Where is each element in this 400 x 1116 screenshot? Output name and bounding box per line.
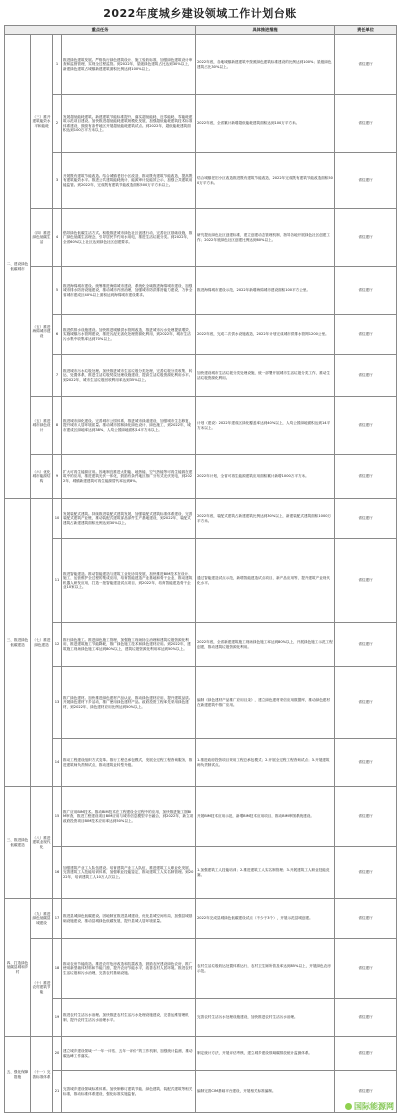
table-row <box>5 787 397 847</box>
page-title: 2022年度城乡建设领域工作计划台账 <box>103 7 297 20</box>
responsible-unit-cell: 省住建厅 <box>335 153 397 209</box>
responsible-unit-cell: 省住建厅 <box>335 355 397 397</box>
task-cell: 推进智能建造。推动智能建造与建筑工业化协同发展，加快推进BIM技术在设计、施工、运营维护全过程的集成应用，培育智能建造产业基地和骨干企业，推动建筑机器人研发应用，打造一批智能建造试点项目，到2022年，培育智能建造骨干企业10家以上。 <box>62 539 196 623</box>
category-cell: 四、打造绿色低碳县城和乡村 <box>5 899 31 1037</box>
number-cell: 4 <box>53 209 62 267</box>
measures-cell: 开展BIM技术应用示范，新增BIM技术应用项目，推动BIM审图系统建设。 <box>196 787 335 847</box>
task-cell: 推行绿色施工。推进绿色施工管理，加强施工现场扬尘治理和建筑垃圾资源化利用，推进建筑施工节能降耗，推广绿色施工技术和绿色建材应用。到2022年，建筑施工现场绿色施工率达到80%以上，建筑垃圾资源化利用率达到50%以上。 <box>62 623 196 667</box>
measures-cell: 2022年计划，全省可再生能源建筑应用面积累计新增1000万平方米。 <box>196 455 335 499</box>
number-cell: 18 <box>53 939 62 999</box>
task-cell: 推进绿色建筑发展。严格执行绿色建筑设计、施工验收标准，加强绿色建筑设计审查和监督管理，实现全过程监管。到2022年，星级绿色建筑占比达到30%以上，新建绿色建筑占城镇新建建筑面积比例达到100%以上。 <box>62 35 196 95</box>
watermark-text: 国际能源网 <box>354 1102 394 1111</box>
responsible-unit-cell: 省住建厅 <box>335 95 397 153</box>
number-cell: 13 <box>53 667 62 739</box>
table-row <box>5 667 397 739</box>
number-cell: 16 <box>53 847 62 899</box>
responsible-unit-cell: 省住建厅 <box>335 499 397 539</box>
number-cell: 2 <box>53 95 62 153</box>
task-cell: 扩大可再生能源应用。因地制宜推进太阳能、地热能、空气热能等可再生能源在建筑中的应用，推进建筑光伏一体化，鼓励有条件地区推广分布式光伏发电，到2022年，城镇新建建筑可再生能源替代率达到8%。 <box>62 455 196 499</box>
subcategory-cell: （十一）完善标准体系 <box>31 1037 53 1113</box>
task-cell: 开展既有建筑节能改造。结合城镇老旧小区改造，推动既有建筑节能改造，提高既有建筑能效水平。推进公共建筑能耗统计、能源审计及能效公示，加强公共建筑用能监管。到2022年，完成既有建筑节能改造面积500万平方米以上。 <box>62 153 196 209</box>
subcategory-cell: （八）推进建筑业现代化 <box>31 787 53 899</box>
responsible-unit-cell: 省住建厅 <box>335 787 397 847</box>
number-cell: 9 <box>53 455 62 499</box>
responsible-unit-cell: 省住建厅 <box>335 315 397 355</box>
table-row <box>5 623 397 667</box>
number-cell: 14 <box>53 739 62 787</box>
responsible-unit-cell: 省住建厅 <box>335 899 397 939</box>
table-row <box>5 847 397 899</box>
measures-cell: 推进海绵城市建设示范，2022年新增海绵城市建设面积100平方公里。 <box>196 267 335 315</box>
task-cell: 加强建筑产业工人队伍建设。培育建筑产业工人队伍，推进建筑工人职业化发展，完善建筑工人技能培训体系，加强职业技能鉴定，推动建筑工人实名制管理。到2022年，培训建筑工人10万人次以上。 <box>62 847 196 899</box>
subcategory-cell: （三）推开建筑能效水平和能耗 <box>31 35 53 209</box>
responsible-unit-cell: 省住建厅 <box>335 939 397 999</box>
table-row <box>5 209 397 267</box>
table-row <box>5 153 397 209</box>
table-row <box>5 95 397 153</box>
table-header-row <box>5 26 397 35</box>
table-row <box>5 999 397 1037</box>
table-row <box>5 315 397 355</box>
responsible-unit-cell: 省住建厅 <box>335 209 397 267</box>
number-cell: 5 <box>53 267 62 315</box>
measures-cell: 2022年底，全省累计新增超低能耗建筑面积达到100万平方米。 <box>196 95 335 153</box>
task-cell: 推进城市污水垃圾处理。加快推进城市生活垃圾分类处理，完善垃圾分类收集、转运、处置体系，推进生活垃圾焚烧处理设施建设，提高生活垃圾资源化利用水平。到2022年，城市生活垃圾回收利用率达到35%以上。 <box>62 355 196 397</box>
table-row <box>5 739 397 787</box>
measures-cell: 通过智能建造试点示范，新增智能建造试点项目，新产品应用等，提升建筑产业现代化水平。 <box>196 539 335 623</box>
table-row <box>5 267 397 315</box>
subcategory-cell: （四）推进绿色低碳生活 <box>31 209 53 267</box>
measures-cell: 1.加强建筑工人技能培训；2.推进建筑工人实名制管理；3.开展建筑工人职业技能竞赛。 <box>196 847 335 899</box>
task-cell: 倡导绿色低碳生活方式。积极推进城市绿色社区创建行动，完善社区基础设施，推广绿色低碳生活理念，引导居民节约用水用电，推进生活垃圾分类。到2022年，全省60%以上社区达到绿色社区创建要求。 <box>62 209 196 267</box>
work-plan-table <box>4 25 397 1113</box>
number-cell: 21 <box>53 1071 62 1113</box>
measures-cell: 2022年完成县城绿色低碳建设试点（不少于3个），开展示范县城创建。 <box>196 899 335 939</box>
task-cell: 推动工程建设组织方式变革。推行工程总承包模式，发展全过程工程咨询服务，推进建筑师负责制试点，推动建筑业转型升级。 <box>62 739 196 787</box>
measures-cell: 计划（建设）2022年建成区绿化覆盖率达到40%以上，人均公园绿地面积达到14平方米以上。 <box>196 397 335 455</box>
measures-cell: 1.推进政府投资项目采用工程总承包模式；2.开展全过程工程咨询试点；3.开展建筑师负责制试点。 <box>196 739 335 787</box>
header-key-task: 重点任务 <box>5 26 196 35</box>
task-cell: 推广绿色建材。加快推进绿色建材产品认证，推动绿色建材应用，提升建筑品质。开展绿色建材下乡活动，推广使用绿色建材产品。政府投资工程率先采用绿色建材，到2022年，绿色建材应用比例达到50%以上。 <box>62 667 196 739</box>
subcategory-cell: （七）推进绿色建造 <box>31 499 53 787</box>
task-cell: 推广应用BIM技术。推动BIM技术在工程建设全过程中的应用，加快推进施工图BIM审查，推进工程建设项目BIM应用与城市信息模型平台融合，到2022年，新立项政府投资项目BIM技术应用率达到50%以上。 <box>62 787 196 847</box>
leaf-icon <box>345 1103 352 1110</box>
measures-cell: 编制完善CIM基础平台建设，开展相关标准编制。 <box>196 1071 335 1113</box>
table-row <box>5 1037 397 1071</box>
subcategory-cell: （九）推进绿色低碳县城建设 <box>31 899 53 939</box>
task-cell: 推进城市绿化建设。完善城市公园体系，推进城市绿道建设，加强城市生态修复，提升城市人居环境质量。推动城市园林绿化绿色设计、绿色施工，到2022年，城市建成区绿地率达到38%，人均公园绿地面积14平方米以上。 <box>62 397 196 455</box>
task-cell: 建立城乡建设领域一“一年一评估、五年一评价”的工作机制，加强统计监测，推动碳达峰工作落实。 <box>62 1037 196 1071</box>
measures-cell: 制定统计方法，开展评估考核，建立城乡建设领域碳排放统计监测体系。 <box>196 1037 335 1071</box>
responsible-unit-cell: 省住建厅 <box>335 267 397 315</box>
task-cell: 推进海绵城市建设。统筹推进海绵城市建设，系统化全域推进海绵城市建设，加强城市排水防涝设施建设，推动城市内涝治理，加强城市防洪排涝能力建设，力争全省城市建成区40%以上面积达到海绵城市建设要求。 <box>62 267 196 315</box>
task-cell: 发展超低能耗建筑。新建建筑节能标准提升，落实超低能耗、近零能耗、零能耗建筑示范项目建设。加快推进超低能耗建筑规模化发展，加强超低能耗建筑技术标准体系建设，鼓励有条件地区开展超低能耗建筑试点。到2022年，超低能耗建筑面积达到100万平方米以上。 <box>62 95 196 153</box>
responsible-unit-cell: 省住建厅 <box>335 847 397 899</box>
responsible-unit-cell: 省住建厅 <box>335 539 397 623</box>
subcategory-cell: （五）推进城市绿色设计 <box>31 397 53 455</box>
number-cell: 10 <box>53 499 62 539</box>
measures-cell: 编制《绿色建材产品推广应用目录》，建立绿色建材采信应用数据库，推动绿色建材在新建建筑中推广应用。 <box>196 667 335 739</box>
responsible-unit-cell: 省住建厅 <box>335 1071 397 1113</box>
measures-cell: 结合城镇老旧小区改造推进既有建筑节能改造，2022年完成既有建筑节能改造面积500万平方米。 <box>196 153 335 209</box>
table-row <box>5 397 397 455</box>
category-cell: 二、建设绿色低碳城市 <box>5 35 31 499</box>
responsible-unit-cell: 省住建厅 <box>335 455 397 499</box>
subcategory-cell: （六）优化城市能源结构 <box>31 455 53 499</box>
responsible-unit-cell: 省住建厅 <box>335 667 397 739</box>
measures-cell: 2022年底，各地城镇新建建筑中按照绿色建筑标准建设的比例达到100%；星级绿色建筑占比30%以上。 <box>196 35 335 95</box>
measures-cell: 农村生活垃圾收运处置体系运行，农村卫生厕所普及率达到85%以上，开展绿色农房示范。 <box>196 939 335 999</box>
measures-cell: 完善农村生活污水处理设施建设，加快推进农村生活污水治理。 <box>196 999 335 1037</box>
number-cell: 19 <box>53 999 62 1037</box>
number-cell: 6 <box>53 315 62 355</box>
responsible-unit-cell: 省住建厅 <box>335 1037 397 1071</box>
task-cell: 完善城乡建设领域标准体系。加快制修订建筑节能、绿色建筑、装配式建筑等相关标准，推动标准体系建设，强化标准实施监督。 <box>62 1071 196 1113</box>
task-cell: 推进农村生活污水治理。加快推进农村生活污水处理设施建设，完善运维管理机制，提升农村生活污水治理水平。 <box>62 999 196 1037</box>
table-row <box>5 455 397 499</box>
number-cell: 8 <box>53 397 62 455</box>
category-cell: 三、推进绿色低碳建造 <box>5 499 31 787</box>
header-responsible-unit: 责任单位 <box>335 26 397 35</box>
number-cell: 1 <box>53 35 62 95</box>
responsible-unit-cell: 省住建厅 <box>335 739 397 787</box>
responsible-unit-cell: 省住建厅 <box>335 623 397 667</box>
task-cell: 推动农房节能改造。推进农村危房改造和抗震改造，鼓励农民建设绿色农房，推广使用新型墙体材料和节能门窗，提升农房节能水平，改善农村人居环境。推进农村生活垃圾和污水治理，完善农村基础设施。 <box>62 939 196 999</box>
subcategory-cell: （五）推进海绵城市建设 <box>31 267 53 397</box>
category-cell: 五、强化保障措施 <box>5 1037 31 1113</box>
number-cell: 17 <box>53 899 62 939</box>
task-cell: 推进县城绿色低碳建设。因地制宜推进县城建设，优化县城空间布局，加强县城基础设施建设，推动县城绿色低碳发展，提升县城人居环境质量。 <box>62 899 196 939</box>
measures-cell: 2022年底，全省新建建筑施工现场绿色施工率达到80%以上，开展绿色施工示范工程创建，推动建筑垃圾资源化利用。 <box>196 623 335 667</box>
responsible-unit-cell: 省住建厅 <box>335 35 397 95</box>
header-measures: 具体推进措施 <box>196 26 335 35</box>
task-cell: 发展装配式建筑。持续推进装配式建筑发展，加强装配式建筑标准体系建设，完善装配式建筑产业链，推动装配式建筑部品部件生产基地建设，到2022年，装配式建筑占新建建筑面积比例达到30%以上。 <box>62 499 196 539</box>
table-row <box>5 1071 397 1113</box>
table-row <box>5 499 397 539</box>
responsible-unit-cell: 省住建厅 <box>335 999 397 1037</box>
measures-cell: 加快建设城市生活垃圾分类处理设施，统一部署开展城市生活垃圾分类工作，推动生活垃圾资源化利用。 <box>196 355 335 397</box>
table-row <box>5 899 397 939</box>
number-cell: 11 <box>53 539 62 623</box>
number-cell: 15 <box>53 787 62 847</box>
table-row <box>5 355 397 397</box>
task-cell: 推进供排水设施建设。加快推进城镇供水管网改造，推进城市污水处理提质增效，实施城镇污水管网建设，推进污泥无害化处理资源化利用，到2022年，城市生活污水集中收集率达到70%以上。 <box>62 315 196 355</box>
watermark-logo <box>345 1101 394 1112</box>
number-cell: 3 <box>53 153 62 209</box>
responsible-unit-cell: 省住建厅 <box>335 397 397 455</box>
category-cell: 三、推进绿色低碳建造 <box>5 787 31 899</box>
subcategory-cell: （十）推进农村建筑节能 <box>31 939 53 1037</box>
number-cell: 7 <box>53 355 62 397</box>
table-row <box>5 939 397 999</box>
table-row <box>5 35 397 95</box>
measures-cell: 研究提出绿色社区创建标准，建立创建动态管理机制，指导各地开展绿色社区创建工作；2022年底绿色社区创建比例达到60%以上。 <box>196 209 335 267</box>
number-cell: 12 <box>53 623 62 667</box>
table-row <box>5 539 397 623</box>
number-cell: 20 <box>53 1037 62 1071</box>
measures-cell: 2022年底，装配式建筑占新建建筑比例达到30%以上，新建装配式建筑面积1000万平方米。 <box>196 499 335 539</box>
measures-cell: 2022年底，完成二次供水设施改造，2022年计划完成城市供排水管网1200公里。 <box>196 315 335 355</box>
